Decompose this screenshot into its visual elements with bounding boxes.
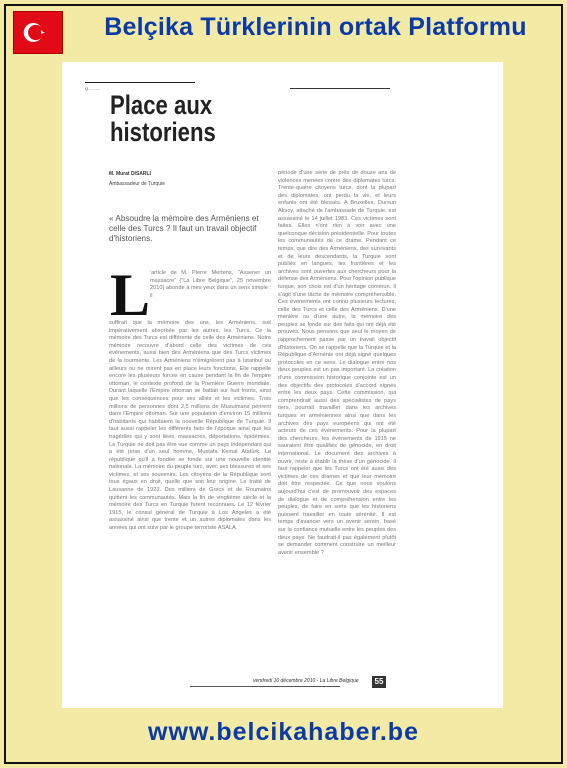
page-number: 55 xyxy=(372,676,386,688)
kicker: Q........... xyxy=(85,86,101,91)
article-headline xyxy=(110,92,216,146)
article-lead: « Absoudre la mémoire des Arméniens et celle des Turcs ? Il faut un travail objectif d'historiens. xyxy=(109,214,259,243)
drop-cap: L xyxy=(110,262,151,328)
site-url[interactable]: www.belcikahaber.be xyxy=(148,718,419,746)
column-rule xyxy=(290,88,390,89)
site-title: Belçika Türklerinin ortak Platformu xyxy=(104,13,527,41)
article-body-column-2: période d'une série de près de douze ans de violences menées contre des diplomates turcs. Trente-quatre citoyens turcs, dont la plupart des diplomates, ont perdu la vie, et leurs enfants ont été blessés. A Bruxelles, Dursun Aksoy, attaché de l'ambassade de Turquie, est assassiné le 14 juillet 1983. Ces victimes sont faites. Elles n'ont rien à voir avec une quelconque décision présidentielle. Pour toutes les communautés de ce drame. Pendant ce temps, que dire des Arméniens, des survivants et de leurs descendants, la Turquie sont publiés en langues, les frontières et les archives sont ouvertes aux chercheurs pour la défense des Arméniens. Pour l'opinion publique turque, son choix est d'un héritage commun. Il s'agit d'une tâche de mémoire compréhensible. Ces événements ont connu plusieurs lectures, celle des Turcs et celle des Arméniens. D'une manière ou d'une autre, la mémoire des peuples se fonde sur des faits qui ont déjà été prouvés. Nous pensons que seul le moyen de rapprochement passe par un travail objectif d'historiens. On se rappelle que la Turquie et la République d'Arménie ont déjà signé quelques protocoles en ce sens. Le dialogue entre nos deux peuples est un pas important. La création d'une commission historique conjointe est un des objectifs des protocoles d'accord signés entre les deux pays. Cette commission, qui comprendrait aussi des spécialistes de pays tiers, pourrait travailler dans les archives turques et arméniennes ainsi que dans les archives des pays européens qui ont été acteurs de ces événements. Pour la plupart des chercheurs, les événements de 1915 ne sauraient être qualifiés de génocide, en droit international. Le document des archives à ouvrir, reste à établir la thèse d'un génocide. Il faut rappeler que les Turcs ont été aussi des victimes de ces drames et que leur mémoire doit être respectée. Ce que nous voulons aujourd'hui c'est de promouvoir des espaces de dialogue et de compréhension entre les peuples, de faire en sorte que les historiens puissent travailler en toute sérénité. Il est temps d'avancer vers un avenir serein, basé sur la confiance mutuelle entre les peuples des deux pays. Ne faudrait-il pas également plutôt se demander comment construire un meilleur avenir ensemble ? xyxy=(278,170,396,556)
kicker-rule xyxy=(85,82,195,83)
headline-line-1: Place aux xyxy=(110,90,213,120)
headline-line-2: historiens xyxy=(110,117,216,147)
turkish-flag-icon xyxy=(13,11,63,54)
footer-rule xyxy=(190,686,340,687)
article-body-intro: 'article de M. Pierre Mertens, "Assener un massacre" ("La Libre Belgique", 25 novembre 2010) abonde à mes yeux dans un sens simple : il xyxy=(150,270,271,299)
article-body-column-1: suffirait que la mémoire des uns, les Arméniens, soit impérativement absorbée par les autres, les Turcs. Ce la mémoire des Turcs est différente de celle des Arméniens. Notre mémoire recouvre d'abord celle des victimes de ces événements, aussi bien des Arméniens que des Turcs victimes de la tourmente. Les Arméniens n'émigrèrent pas à Istanbul ou ailleurs ou ne mirent pas en place leurs fonctions. Elle rappelle encore les plusieurs forces en cause pendant la fin de l'empire ottoman, le contexte profond de la Première Guerre mondiale. Durant laquelle l'Empire ottoman se battait sur huit fronts, ainsi que les conséquences pour ses alliés et les victimes. Trois millions de personnes dont 2,5 millions de Musulmans périrent dans l'Empire ottoman. Sur une population d'environ 15 millions d'habitants qui habitaient la nouvelle République de Turquie. Il faut aussi rappeler les différents faits de l'époque ainsi que les tragédies qui y sont liées, massacres, déportations, épidémies. La Turquie ne doit pas être vue comme un pays indépendant qui a été prise d'un seul homme, Mustafa Kemal Atatürk. La république qu'il a fondée se fonde sur une nouvelle identité nationale. La mémoire du peuple turc, avec ses blessures et ses victimes, et ses souvenirs. Les citoyens de la République sont tous égaux en droit, quelle que soit leur origine. Le traité de Lausanne de 1923. Des milliers de Grecs et de Roumains quittent les communautés. Mais la fin de vingtième siècle et la mémoire des Turcs en Turquie furent reconnues. Le 12 février 1915, le consul général de Turquie à Los Angeles a été assassiné ainsi que trente et un autres diplomates dans les années qui ont suivi par le groupe terroriste ASALA. xyxy=(109,320,271,532)
author-role: Ambassadeur de Turquie xyxy=(109,181,165,187)
newspaper-date-line: vendredi 10 décembre 2010 - La Libre Belgique xyxy=(253,678,359,684)
article-byline: M. Murat DISARLI xyxy=(109,171,151,177)
